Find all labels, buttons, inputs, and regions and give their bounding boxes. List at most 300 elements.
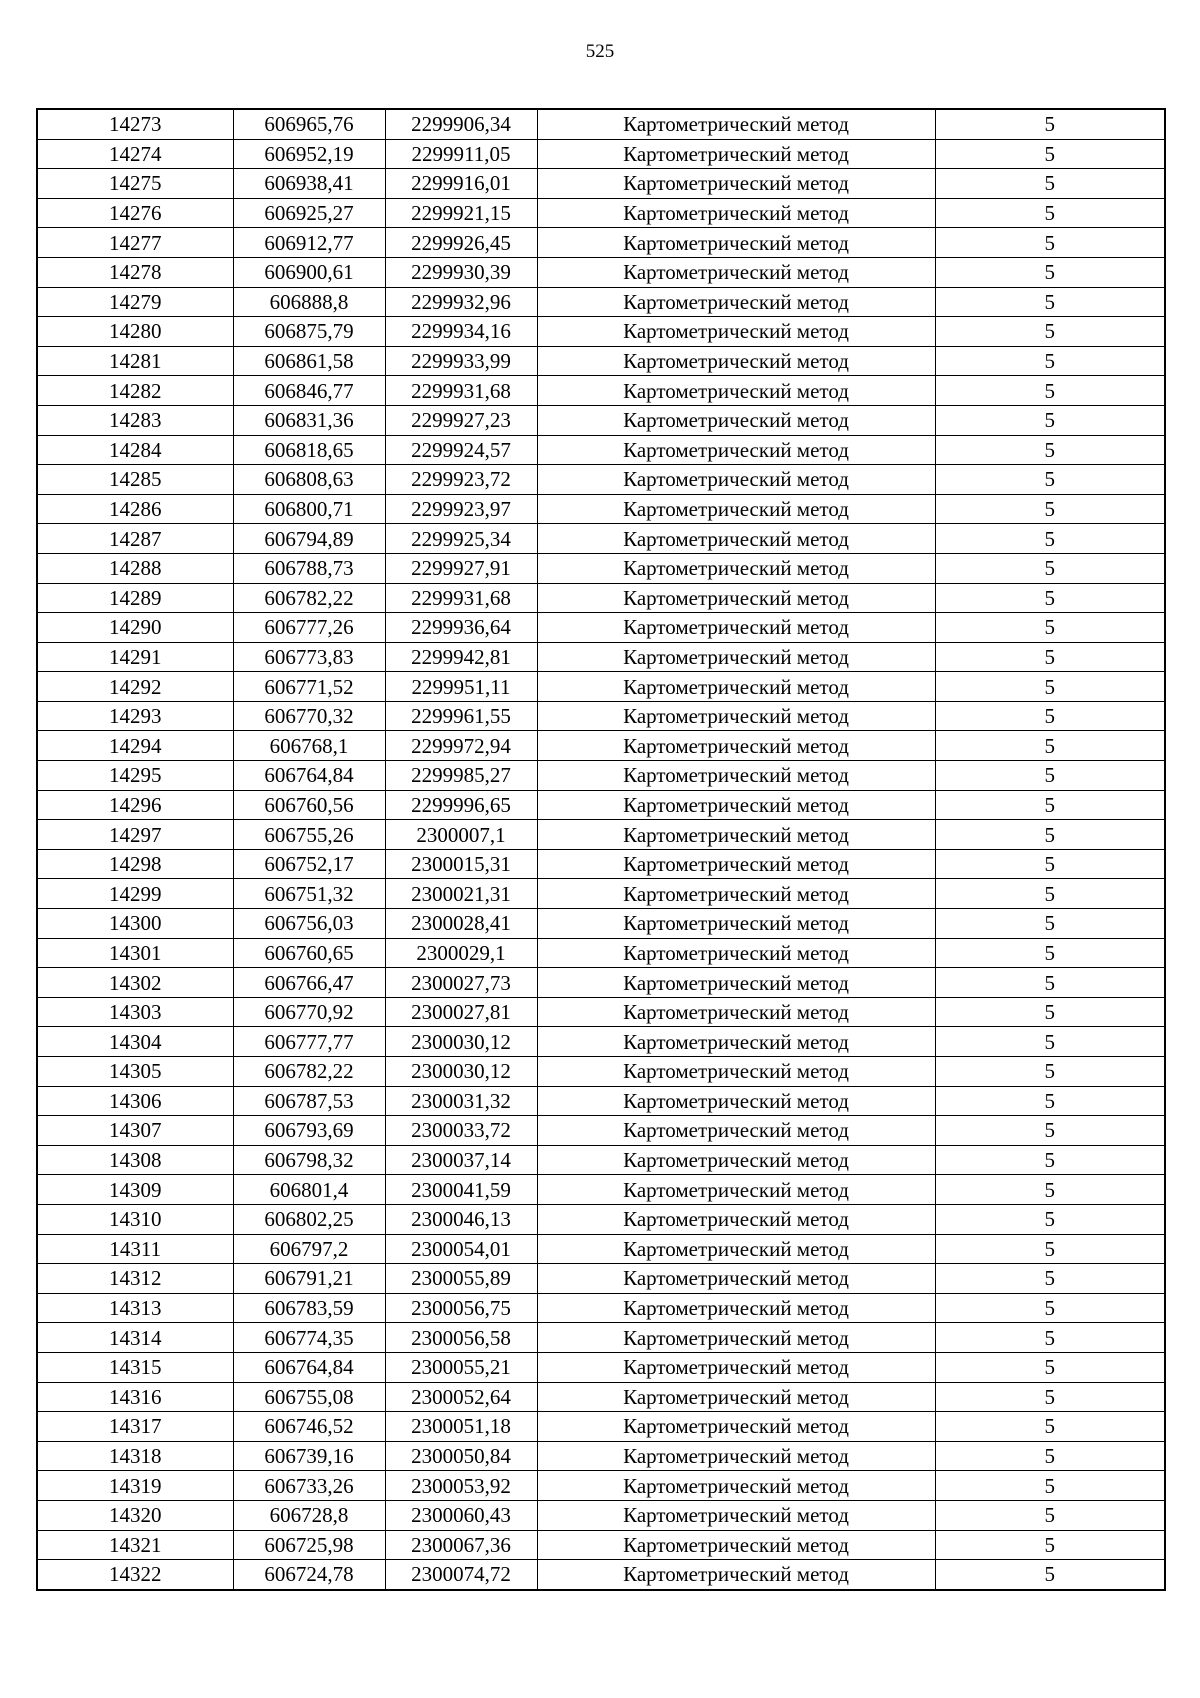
y-coordinate-cell: 2300027,81 — [385, 997, 537, 1027]
point-number-cell: 14291 — [37, 642, 233, 672]
table-row — [37, 1234, 1165, 1264]
x-coordinate-cell: 606952,19 — [233, 139, 385, 169]
point-number-cell: 14279 — [37, 287, 233, 317]
method-cell: Картометрический метод — [537, 1412, 935, 1442]
method-cell: Картометрический метод — [537, 1204, 935, 1234]
method-cell: Картометрический метод — [537, 1086, 935, 1116]
method-cell: Картометрический метод — [537, 849, 935, 879]
accuracy-cell: 5 — [935, 435, 1165, 465]
y-coordinate-cell: 2299927,23 — [385, 405, 537, 435]
x-coordinate-cell: 606783,59 — [233, 1293, 385, 1323]
point-number-cell: 14305 — [37, 1057, 233, 1087]
point-number-cell: 14284 — [37, 435, 233, 465]
x-coordinate-cell: 606760,65 — [233, 938, 385, 968]
accuracy-cell: 5 — [935, 1500, 1165, 1530]
accuracy-cell: 5 — [935, 938, 1165, 968]
point-number-cell: 14322 — [37, 1560, 233, 1590]
y-coordinate-cell: 2299924,57 — [385, 435, 537, 465]
method-cell: Картометрический метод — [537, 1175, 935, 1205]
x-coordinate-cell: 606818,65 — [233, 435, 385, 465]
y-coordinate-cell: 2300054,01 — [385, 1234, 537, 1264]
table-row — [37, 109, 1165, 139]
table-row — [37, 1116, 1165, 1146]
y-coordinate-cell: 2300030,12 — [385, 1027, 537, 1057]
table-row — [37, 1175, 1165, 1205]
y-coordinate-cell: 2299951,11 — [385, 672, 537, 702]
method-cell: Картометрический метод — [537, 317, 935, 347]
method-cell: Картометрический метод — [537, 672, 935, 702]
accuracy-cell: 5 — [935, 879, 1165, 909]
table-row — [37, 376, 1165, 406]
point-number-cell: 14306 — [37, 1086, 233, 1116]
y-coordinate-cell: 2300021,31 — [385, 879, 537, 909]
accuracy-cell: 5 — [935, 849, 1165, 879]
accuracy-cell: 5 — [935, 1027, 1165, 1057]
accuracy-cell: 5 — [935, 1323, 1165, 1353]
table-row — [37, 465, 1165, 495]
accuracy-cell: 5 — [935, 1471, 1165, 1501]
x-coordinate-cell: 606787,53 — [233, 1086, 385, 1116]
table-row — [37, 1264, 1165, 1294]
method-cell: Картометрический метод — [537, 613, 935, 643]
point-number-cell: 14282 — [37, 376, 233, 406]
y-coordinate-cell: 2299936,64 — [385, 613, 537, 643]
x-coordinate-cell: 606938,41 — [233, 169, 385, 199]
point-number-cell: 14321 — [37, 1530, 233, 1560]
method-cell: Картометрический метод — [537, 524, 935, 554]
point-number-cell: 14307 — [37, 1116, 233, 1146]
x-coordinate-cell: 606782,22 — [233, 1057, 385, 1087]
y-coordinate-cell: 2300056,75 — [385, 1293, 537, 1323]
method-cell: Картометрический метод — [537, 376, 935, 406]
x-coordinate-cell: 606788,73 — [233, 553, 385, 583]
accuracy-cell: 5 — [935, 1530, 1165, 1560]
point-number-cell: 14277 — [37, 228, 233, 258]
table-row — [37, 287, 1165, 317]
y-coordinate-cell: 2300027,73 — [385, 968, 537, 998]
table-row — [37, 1412, 1165, 1442]
y-coordinate-cell: 2300037,14 — [385, 1145, 537, 1175]
table-row — [37, 968, 1165, 998]
accuracy-cell: 5 — [935, 198, 1165, 228]
accuracy-cell: 5 — [935, 997, 1165, 1027]
method-cell: Картометрический метод — [537, 820, 935, 850]
x-coordinate-cell: 606808,63 — [233, 465, 385, 495]
y-coordinate-cell: 2300055,89 — [385, 1264, 537, 1294]
y-coordinate-cell: 2300060,43 — [385, 1500, 537, 1530]
table-row — [37, 790, 1165, 820]
point-number-cell: 14302 — [37, 968, 233, 998]
table-row — [37, 761, 1165, 791]
point-number-cell: 14301 — [37, 938, 233, 968]
y-coordinate-cell: 2299923,97 — [385, 494, 537, 524]
point-number-cell: 14300 — [37, 909, 233, 939]
point-number-cell: 14283 — [37, 405, 233, 435]
accuracy-cell: 5 — [935, 1293, 1165, 1323]
x-coordinate-cell: 606760,56 — [233, 790, 385, 820]
y-coordinate-cell: 2300033,72 — [385, 1116, 537, 1146]
x-coordinate-cell: 606774,35 — [233, 1323, 385, 1353]
point-number-cell: 14273 — [37, 109, 233, 139]
method-cell: Картометрический метод — [537, 494, 935, 524]
accuracy-cell: 5 — [935, 731, 1165, 761]
method-cell: Картометрический метод — [537, 1352, 935, 1382]
y-coordinate-cell: 2300050,84 — [385, 1441, 537, 1471]
table-row — [37, 583, 1165, 613]
method-cell: Картометрический метод — [537, 968, 935, 998]
method-cell: Картометрический метод — [537, 1382, 935, 1412]
table-row — [37, 524, 1165, 554]
y-coordinate-cell: 2300028,41 — [385, 909, 537, 939]
point-number-cell: 14303 — [37, 997, 233, 1027]
y-coordinate-cell: 2300031,32 — [385, 1086, 537, 1116]
table-row — [37, 642, 1165, 672]
point-number-cell: 14290 — [37, 613, 233, 643]
table-row — [37, 1500, 1165, 1530]
table-row — [37, 346, 1165, 376]
method-cell: Картометрический метод — [537, 1293, 935, 1323]
accuracy-cell: 5 — [935, 1412, 1165, 1442]
table-row — [37, 139, 1165, 169]
table-row — [37, 169, 1165, 199]
table-row — [37, 494, 1165, 524]
y-coordinate-cell: 2299985,27 — [385, 761, 537, 791]
method-cell: Картометрический метод — [537, 1264, 935, 1294]
method-cell: Картометрический метод — [537, 1471, 935, 1501]
x-coordinate-cell: 606768,1 — [233, 731, 385, 761]
y-coordinate-cell: 2299926,45 — [385, 228, 537, 258]
method-cell: Картометрический метод — [537, 1441, 935, 1471]
x-coordinate-cell: 606912,77 — [233, 228, 385, 258]
x-coordinate-cell: 606777,77 — [233, 1027, 385, 1057]
accuracy-cell: 5 — [935, 701, 1165, 731]
y-coordinate-cell: 2299911,05 — [385, 139, 537, 169]
table-row — [37, 849, 1165, 879]
accuracy-cell: 5 — [935, 494, 1165, 524]
coordinates-table — [36, 108, 1166, 1591]
method-cell: Картометрический метод — [537, 997, 935, 1027]
x-coordinate-cell: 606798,32 — [233, 1145, 385, 1175]
accuracy-cell: 5 — [935, 1441, 1165, 1471]
method-cell: Картометрический метод — [537, 583, 935, 613]
point-number-cell: 14308 — [37, 1145, 233, 1175]
method-cell: Картометрический метод — [537, 938, 935, 968]
method-cell: Картометрический метод — [537, 1530, 935, 1560]
x-coordinate-cell: 606764,84 — [233, 761, 385, 791]
method-cell: Картометрический метод — [537, 701, 935, 731]
table-row — [37, 909, 1165, 939]
point-number-cell: 14295 — [37, 761, 233, 791]
x-coordinate-cell: 606728,8 — [233, 1500, 385, 1530]
point-number-cell: 14314 — [37, 1323, 233, 1353]
point-number-cell: 14313 — [37, 1293, 233, 1323]
y-coordinate-cell: 2299906,34 — [385, 109, 537, 139]
accuracy-cell: 5 — [935, 583, 1165, 613]
table-row — [37, 613, 1165, 643]
accuracy-cell: 5 — [935, 968, 1165, 998]
method-cell: Картометрический метод — [537, 1027, 935, 1057]
method-cell: Картометрический метод — [537, 909, 935, 939]
point-number-cell: 14274 — [37, 139, 233, 169]
x-coordinate-cell: 606797,2 — [233, 1234, 385, 1264]
accuracy-cell: 5 — [935, 909, 1165, 939]
x-coordinate-cell: 606755,26 — [233, 820, 385, 850]
y-coordinate-cell: 2299927,91 — [385, 553, 537, 583]
point-number-cell: 14311 — [37, 1234, 233, 1264]
point-number-cell: 14278 — [37, 257, 233, 287]
point-number-cell: 14293 — [37, 701, 233, 731]
y-coordinate-cell: 2299942,81 — [385, 642, 537, 672]
point-number-cell: 14289 — [37, 583, 233, 613]
accuracy-cell: 5 — [935, 1264, 1165, 1294]
method-cell: Картометрический метод — [537, 761, 935, 791]
table-row — [37, 1382, 1165, 1412]
table-row — [37, 879, 1165, 909]
method-cell: Картометрический метод — [537, 465, 935, 495]
accuracy-cell: 5 — [935, 139, 1165, 169]
y-coordinate-cell: 2299931,68 — [385, 376, 537, 406]
y-coordinate-cell: 2299930,39 — [385, 257, 537, 287]
point-number-cell: 14298 — [37, 849, 233, 879]
x-coordinate-cell: 606725,98 — [233, 1530, 385, 1560]
point-number-cell: 14294 — [37, 731, 233, 761]
y-coordinate-cell: 2300056,58 — [385, 1323, 537, 1353]
method-cell: Картометрический метод — [537, 1323, 935, 1353]
method-cell: Картометрический метод — [537, 169, 935, 199]
y-coordinate-cell: 2299972,94 — [385, 731, 537, 761]
point-number-cell: 14299 — [37, 879, 233, 909]
method-cell: Картометрический метод — [537, 139, 935, 169]
table-row — [37, 1057, 1165, 1087]
method-cell: Картометрический метод — [537, 1560, 935, 1590]
accuracy-cell: 5 — [935, 672, 1165, 702]
x-coordinate-cell: 606770,32 — [233, 701, 385, 731]
accuracy-cell: 5 — [935, 317, 1165, 347]
x-coordinate-cell: 606746,52 — [233, 1412, 385, 1442]
x-coordinate-cell: 606733,26 — [233, 1471, 385, 1501]
y-coordinate-cell: 2300055,21 — [385, 1352, 537, 1382]
method-cell: Картометрический метод — [537, 109, 935, 139]
table-row — [37, 257, 1165, 287]
point-number-cell: 14287 — [37, 524, 233, 554]
x-coordinate-cell: 606777,26 — [233, 613, 385, 643]
method-cell: Картометрический метод — [537, 435, 935, 465]
y-coordinate-cell: 2300030,12 — [385, 1057, 537, 1087]
x-coordinate-cell: 606755,08 — [233, 1382, 385, 1412]
x-coordinate-cell: 606766,47 — [233, 968, 385, 998]
accuracy-cell: 5 — [935, 257, 1165, 287]
y-coordinate-cell: 2300067,36 — [385, 1530, 537, 1560]
point-number-cell: 14288 — [37, 553, 233, 583]
y-coordinate-cell: 2299916,01 — [385, 169, 537, 199]
point-number-cell: 14310 — [37, 1204, 233, 1234]
method-cell: Картометрический метод — [537, 1057, 935, 1087]
accuracy-cell: 5 — [935, 1057, 1165, 1087]
table-row — [37, 228, 1165, 258]
x-coordinate-cell: 606793,69 — [233, 1116, 385, 1146]
method-cell: Картометрический метод — [537, 228, 935, 258]
y-coordinate-cell: 2300007,1 — [385, 820, 537, 850]
table-row — [37, 1086, 1165, 1116]
accuracy-cell: 5 — [935, 405, 1165, 435]
point-number-cell: 14292 — [37, 672, 233, 702]
table-row — [37, 198, 1165, 228]
y-coordinate-cell: 2300046,13 — [385, 1204, 537, 1234]
point-number-cell: 14315 — [37, 1352, 233, 1382]
accuracy-cell: 5 — [935, 228, 1165, 258]
accuracy-cell: 5 — [935, 613, 1165, 643]
x-coordinate-cell: 606802,25 — [233, 1204, 385, 1234]
x-coordinate-cell: 606773,83 — [233, 642, 385, 672]
page-number: 525 — [585, 41, 615, 62]
point-number-cell: 14312 — [37, 1264, 233, 1294]
table-row — [37, 435, 1165, 465]
table-row — [37, 731, 1165, 761]
point-number-cell: 14281 — [37, 346, 233, 376]
point-number-cell: 14320 — [37, 1500, 233, 1530]
point-number-cell: 14318 — [37, 1441, 233, 1471]
table-row — [37, 1352, 1165, 1382]
method-cell: Картометрический метод — [537, 731, 935, 761]
y-coordinate-cell: 2300074,72 — [385, 1560, 537, 1590]
x-coordinate-cell: 606739,16 — [233, 1441, 385, 1471]
point-number-cell: 14280 — [37, 317, 233, 347]
point-number-cell: 14317 — [37, 1412, 233, 1442]
accuracy-cell: 5 — [935, 761, 1165, 791]
method-cell: Картометрический метод — [537, 1116, 935, 1146]
x-coordinate-cell: 606800,71 — [233, 494, 385, 524]
x-coordinate-cell: 606724,78 — [233, 1560, 385, 1590]
table-row — [37, 1471, 1165, 1501]
point-number-cell: 14309 — [37, 1175, 233, 1205]
y-coordinate-cell: 2299923,72 — [385, 465, 537, 495]
table-row — [37, 1293, 1165, 1323]
accuracy-cell: 5 — [935, 376, 1165, 406]
accuracy-cell: 5 — [935, 109, 1165, 139]
table-row — [37, 1441, 1165, 1471]
x-coordinate-cell: 606756,03 — [233, 909, 385, 939]
table-row — [37, 553, 1165, 583]
table-row — [37, 1145, 1165, 1175]
accuracy-cell: 5 — [935, 524, 1165, 554]
y-coordinate-cell: 2300052,64 — [385, 1382, 537, 1412]
point-number-cell: 14286 — [37, 494, 233, 524]
method-cell: Картометрический метод — [537, 642, 935, 672]
x-coordinate-cell: 606900,61 — [233, 257, 385, 287]
y-coordinate-cell: 2299921,15 — [385, 198, 537, 228]
x-coordinate-cell: 606801,4 — [233, 1175, 385, 1205]
x-coordinate-cell: 606782,22 — [233, 583, 385, 613]
x-coordinate-cell: 606764,84 — [233, 1352, 385, 1382]
accuracy-cell: 5 — [935, 346, 1165, 376]
method-cell: Картометрический метод — [537, 790, 935, 820]
accuracy-cell: 5 — [935, 1175, 1165, 1205]
x-coordinate-cell: 606861,58 — [233, 346, 385, 376]
x-coordinate-cell: 606770,92 — [233, 997, 385, 1027]
accuracy-cell: 5 — [935, 1204, 1165, 1234]
x-coordinate-cell: 606965,76 — [233, 109, 385, 139]
accuracy-cell: 5 — [935, 1234, 1165, 1264]
point-number-cell: 14276 — [37, 198, 233, 228]
point-number-cell: 14316 — [37, 1382, 233, 1412]
table-row — [37, 317, 1165, 347]
x-coordinate-cell: 606875,79 — [233, 317, 385, 347]
x-coordinate-cell: 606771,52 — [233, 672, 385, 702]
method-cell: Картометрический метод — [537, 257, 935, 287]
point-number-cell: 14275 — [37, 169, 233, 199]
x-coordinate-cell: 606752,17 — [233, 849, 385, 879]
method-cell: Картометрический метод — [537, 405, 935, 435]
table-row — [37, 1027, 1165, 1057]
y-coordinate-cell: 2299934,16 — [385, 317, 537, 347]
y-coordinate-cell: 2299961,55 — [385, 701, 537, 731]
accuracy-cell: 5 — [935, 1382, 1165, 1412]
accuracy-cell: 5 — [935, 169, 1165, 199]
method-cell: Картометрический метод — [537, 346, 935, 376]
x-coordinate-cell: 606846,77 — [233, 376, 385, 406]
y-coordinate-cell: 2299931,68 — [385, 583, 537, 613]
method-cell: Картометрический метод — [537, 1145, 935, 1175]
table-row — [37, 820, 1165, 850]
x-coordinate-cell: 606794,89 — [233, 524, 385, 554]
y-coordinate-cell: 2299925,34 — [385, 524, 537, 554]
point-number-cell: 14319 — [37, 1471, 233, 1501]
x-coordinate-cell: 606925,27 — [233, 198, 385, 228]
x-coordinate-cell: 606791,21 — [233, 1264, 385, 1294]
table-row — [37, 938, 1165, 968]
method-cell: Картометрический метод — [537, 287, 935, 317]
coordinates-table-body — [37, 109, 1165, 1590]
y-coordinate-cell: 2299996,65 — [385, 790, 537, 820]
accuracy-cell: 5 — [935, 790, 1165, 820]
accuracy-cell: 5 — [935, 1116, 1165, 1146]
y-coordinate-cell: 2300041,59 — [385, 1175, 537, 1205]
accuracy-cell: 5 — [935, 642, 1165, 672]
accuracy-cell: 5 — [935, 553, 1165, 583]
x-coordinate-cell: 606888,8 — [233, 287, 385, 317]
table-row — [37, 1323, 1165, 1353]
point-number-cell: 14285 — [37, 465, 233, 495]
method-cell: Картометрический метод — [537, 1234, 935, 1264]
x-coordinate-cell: 606751,32 — [233, 879, 385, 909]
y-coordinate-cell: 2300029,1 — [385, 938, 537, 968]
table-row — [37, 701, 1165, 731]
table-row — [37, 1530, 1165, 1560]
accuracy-cell: 5 — [935, 1352, 1165, 1382]
table-row — [37, 1560, 1165, 1590]
table-row — [37, 405, 1165, 435]
accuracy-cell: 5 — [935, 1560, 1165, 1590]
point-number-cell: 14297 — [37, 820, 233, 850]
table-row — [37, 997, 1165, 1027]
y-coordinate-cell: 2299933,99 — [385, 346, 537, 376]
y-coordinate-cell: 2300053,92 — [385, 1471, 537, 1501]
table-row — [37, 672, 1165, 702]
x-coordinate-cell: 606831,36 — [233, 405, 385, 435]
table-row — [37, 1204, 1165, 1234]
method-cell: Картометрический метод — [537, 1500, 935, 1530]
y-coordinate-cell: 2299932,96 — [385, 287, 537, 317]
accuracy-cell: 5 — [935, 465, 1165, 495]
method-cell: Картометрический метод — [537, 553, 935, 583]
accuracy-cell: 5 — [935, 1086, 1165, 1116]
point-number-cell: 14304 — [37, 1027, 233, 1057]
accuracy-cell: 5 — [935, 287, 1165, 317]
method-cell: Картометрический метод — [537, 879, 935, 909]
point-number-cell: 14296 — [37, 790, 233, 820]
y-coordinate-cell: 2300051,18 — [385, 1412, 537, 1442]
accuracy-cell: 5 — [935, 1145, 1165, 1175]
